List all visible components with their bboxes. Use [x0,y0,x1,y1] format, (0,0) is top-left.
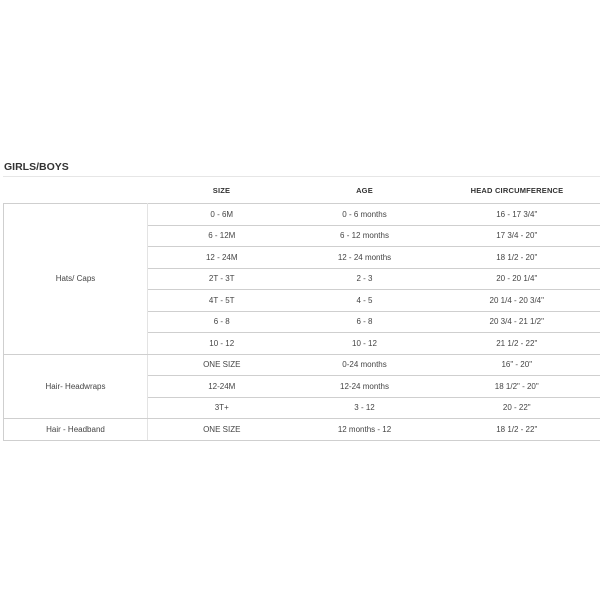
age-cell: 0 - 6 months [296,204,434,226]
age-cell: 12-24 months [296,376,434,398]
age-cell: 12 - 24 months [296,247,434,269]
size-cell: 0 - 6M [148,204,296,226]
head-circumference-cell: 16" - 20" [434,354,600,376]
age-cell: 0-24 months [296,354,434,376]
size-cell: 3T+ [148,397,296,419]
age-cell: 4 - 5 [296,290,434,312]
age-cell: 10 - 12 [296,333,434,355]
category-cell: Hats/ Caps [4,204,148,355]
age-cell: 12 months - 12 [296,419,434,441]
head-circumference-cell: 17 3/4 - 20" [434,225,600,247]
chart-title: GIRLS/BOYS [3,160,600,177]
head-circumference-cell: 20 1/4 - 20 3/4" [434,290,600,312]
size-cell: 10 - 12 [148,333,296,355]
category-cell: Hair - Headband [4,419,148,441]
age-cell: 6 - 12 months [296,225,434,247]
head-circumference-cell: 20 - 20 1/4" [434,268,600,290]
header-size: SIZE [212,185,231,195]
age-cell: 3 - 12 [296,397,434,419]
size-chart [3,160,600,441]
size-cell: 12-24M [148,376,296,398]
table-row [4,419,600,441]
age-cell: 6 - 8 [296,311,434,333]
head-circumference-cell: 18 1/2 - 22" [434,419,600,441]
head-circumference-cell: 18 1/2 - 20" [434,247,600,269]
size-cell: 6 - 12M [148,225,296,247]
head-circumference-cell: 20 3/4 - 21 1/2" [434,311,600,333]
head-circumference-cell: 20 - 22" [434,397,600,419]
table-row [4,354,600,376]
head-circumference-cell: 21 1/2 - 22" [434,333,600,355]
head-circumference-cell: 18 1/2" - 20" [434,376,600,398]
size-cell: ONE SIZE [148,419,296,441]
size-cell: 4T - 5T [148,290,296,312]
header-age: AGE [356,185,373,195]
header-head-circumference: HEAD CIRCUMFERENCE [470,185,564,195]
size-cell: 12 - 24M [148,247,296,269]
head-circumference-cell: 16 - 17 3/4" [434,204,600,226]
size-table [3,177,600,441]
table-body [4,204,600,441]
size-cell: ONE SIZE [148,354,296,376]
header-category [4,177,148,204]
size-cell: 6 - 8 [148,311,296,333]
header-row [4,177,600,204]
category-cell: Hair- Headwraps [4,354,148,419]
size-cell: 2T - 3T [148,268,296,290]
age-cell: 2 - 3 [296,268,434,290]
table-row [4,204,600,226]
